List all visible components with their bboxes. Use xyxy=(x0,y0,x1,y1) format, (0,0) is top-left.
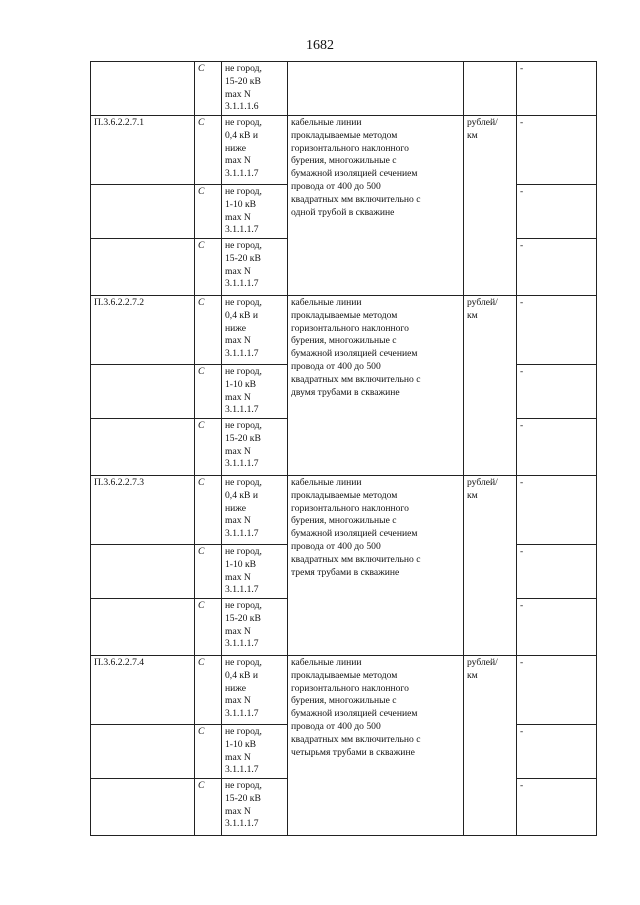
cell-line: горизонтального наклонного xyxy=(291,142,409,154)
code-cell xyxy=(91,239,195,296)
cell-line: рублей/ xyxy=(467,657,498,668)
table-row xyxy=(91,296,597,365)
category-letter-cell xyxy=(195,476,222,545)
cell-line: не город, xyxy=(225,186,262,197)
category-letter-cell xyxy=(195,656,222,725)
cell-line: бурения, многожильные с xyxy=(291,335,397,347)
unit-cell xyxy=(464,476,517,656)
cell-line: max N xyxy=(225,571,251,583)
tariff-table xyxy=(90,61,597,836)
cell-text: - xyxy=(520,657,524,668)
code-cell xyxy=(91,62,195,116)
cell-line: не город, xyxy=(225,366,262,377)
cell-line: не город, xyxy=(225,600,262,611)
cell-line: провода от 400 до 500 xyxy=(291,720,381,732)
condition-cell xyxy=(222,419,288,476)
value-cell xyxy=(517,545,597,599)
cell-line: 1-10 кВ xyxy=(225,738,257,750)
category-letter-cell xyxy=(195,185,222,239)
cell-text: С xyxy=(198,420,205,431)
cell-line: 0,4 кВ и xyxy=(225,309,258,321)
cell-line: 3.1.1.1.7 xyxy=(225,278,259,290)
cell-line: max N xyxy=(225,211,251,223)
code-cell xyxy=(91,116,195,185)
value-cell xyxy=(517,185,597,239)
cell-line: max N xyxy=(225,805,251,817)
category-letter-cell xyxy=(195,116,222,185)
cell-line: тремя трубами в скважине xyxy=(291,566,400,578)
unit-cell xyxy=(464,296,517,476)
cell-line: не город, xyxy=(225,726,262,737)
description-cell xyxy=(288,62,464,116)
cell-line: не город, xyxy=(225,63,262,74)
condition-cell xyxy=(222,116,288,185)
category-letter-cell xyxy=(195,419,222,476)
value-cell xyxy=(517,365,597,419)
cell-text: - xyxy=(520,600,524,611)
cell-text: - xyxy=(520,117,524,128)
value-cell xyxy=(517,239,597,296)
cell-text: С xyxy=(198,780,205,791)
unit-cell xyxy=(464,656,517,836)
table-row xyxy=(91,476,597,545)
cell-line: 3.1.1.1.7 xyxy=(225,404,259,416)
cell-line: прокладываемые методом xyxy=(291,309,398,321)
description-cell xyxy=(288,296,464,476)
code-cell xyxy=(91,656,195,725)
cell-line: не город, xyxy=(225,546,262,557)
category-letter-cell xyxy=(195,545,222,599)
category-letter-cell xyxy=(195,62,222,116)
cell-line: 3.1.1.1.7 xyxy=(225,764,259,776)
cell-line: max N xyxy=(225,88,251,100)
cell-line: max N xyxy=(225,155,251,167)
cell-text: С xyxy=(198,297,205,308)
cell-text: П.3.6.2.2.7.4 xyxy=(94,657,145,668)
cell-line: 0,4 кВ и xyxy=(225,669,258,681)
cell-line: горизонтального наклонного xyxy=(291,322,409,334)
cell-line: 1-10 кВ xyxy=(225,558,257,570)
cell-line: 15-20 кВ xyxy=(225,792,261,804)
cell-text: П.3.6.2.2.7.2 xyxy=(94,297,145,308)
cell-line: двумя трубами в скважине xyxy=(291,386,400,398)
cell-line: кабельные линии xyxy=(291,117,362,128)
cell-text: П.3.6.2.2.7.1 xyxy=(94,117,145,128)
category-letter-cell xyxy=(195,725,222,779)
cell-text: - xyxy=(520,63,524,74)
cell-line: одной трубой в скважине xyxy=(291,206,395,218)
category-letter-cell xyxy=(195,599,222,656)
code-cell xyxy=(91,476,195,545)
cell-text: С xyxy=(198,726,205,737)
cell-line: 0,4 кВ и xyxy=(225,489,258,501)
condition-cell xyxy=(222,656,288,725)
cell-text: - xyxy=(520,420,524,431)
cell-line: 15-20 кВ xyxy=(225,252,261,264)
cell-text: С xyxy=(198,63,205,74)
condition-cell xyxy=(222,476,288,545)
cell-text: - xyxy=(520,780,524,791)
condition-cell xyxy=(222,62,288,116)
cell-line: max N xyxy=(225,625,251,637)
cell-text: С xyxy=(198,240,205,251)
description-cell xyxy=(288,116,464,296)
cell-line: не город, xyxy=(225,477,262,488)
code-cell xyxy=(91,545,195,599)
cell-line: провода от 400 до 500 xyxy=(291,360,381,372)
cell-text: - xyxy=(520,297,524,308)
cell-line: max N xyxy=(225,335,251,347)
code-cell xyxy=(91,365,195,419)
condition-cell xyxy=(222,365,288,419)
cell-line: рублей/ xyxy=(467,297,498,308)
cell-line: четырьмя трубами в скважине xyxy=(291,746,415,758)
cell-text: - xyxy=(520,726,524,737)
cell-line: 15-20 кВ xyxy=(225,612,261,624)
value-cell xyxy=(517,296,597,365)
cell-line: кабельные линии xyxy=(291,657,362,668)
value-cell xyxy=(517,656,597,725)
code-cell xyxy=(91,296,195,365)
unit-cell xyxy=(464,116,517,296)
cell-line: бумажной изоляцией сечением xyxy=(291,168,418,180)
table-row xyxy=(91,656,597,725)
value-cell xyxy=(517,62,597,116)
cell-line: прокладываемые методом xyxy=(291,669,398,681)
cell-line: 1-10 кВ xyxy=(225,198,257,210)
cell-line: квадратных мм включительно с xyxy=(291,733,421,745)
condition-cell xyxy=(222,779,288,836)
description-cell xyxy=(288,656,464,836)
cell-line: провода от 400 до 500 xyxy=(291,540,381,552)
cell-text: С xyxy=(198,600,205,611)
table-row xyxy=(91,62,597,116)
cell-line: горизонтального наклонного xyxy=(291,502,409,514)
cell-line: бурения, многожильные с xyxy=(291,155,397,167)
cell-line: ниже xyxy=(225,322,247,334)
cell-line: км xyxy=(467,129,478,141)
cell-line: 3.1.1.1.7 xyxy=(225,818,259,830)
category-letter-cell xyxy=(195,239,222,296)
cell-line: квадратных мм включительно с xyxy=(291,193,421,205)
cell-text: - xyxy=(520,240,524,251)
cell-line: 15-20 кВ xyxy=(225,75,261,87)
cell-line: 3.1.1.1.7 xyxy=(225,708,259,720)
code-cell xyxy=(91,779,195,836)
code-cell xyxy=(91,419,195,476)
category-letter-cell xyxy=(195,779,222,836)
cell-line: рублей/ xyxy=(467,117,498,128)
cell-line: провода от 400 до 500 xyxy=(291,180,381,192)
cell-line: 0,4 кВ и xyxy=(225,129,258,141)
cell-line: не город, xyxy=(225,297,262,308)
cell-line: прокладываемые методом xyxy=(291,489,398,501)
cell-line: бумажной изоляцией сечением xyxy=(291,708,418,720)
value-cell xyxy=(517,419,597,476)
cell-text: - xyxy=(520,366,524,377)
cell-line: кабельные линии xyxy=(291,297,362,308)
cell-line: не город, xyxy=(225,780,262,791)
cell-line: ниже xyxy=(225,502,247,514)
cell-line: 3.1.1.1.7 xyxy=(225,348,259,360)
cell-line: не город, xyxy=(225,240,262,251)
cell-line: квадратных мм включительно с xyxy=(291,373,421,385)
cell-text: - xyxy=(520,477,524,488)
cell-line: км xyxy=(467,309,478,321)
cell-text: П.3.6.2.2.7.3 xyxy=(94,477,145,488)
cell-line: не город, xyxy=(225,657,262,668)
cell-line: 3.1.1.1.7 xyxy=(225,638,259,650)
category-letter-cell xyxy=(195,296,222,365)
value-cell xyxy=(517,599,597,656)
cell-line: прокладываемые методом xyxy=(291,129,398,141)
condition-cell xyxy=(222,725,288,779)
cell-line: км xyxy=(467,489,478,501)
cell-text: С xyxy=(198,546,205,557)
cell-line: 3.1.1.1.7 xyxy=(225,224,259,236)
value-cell xyxy=(517,779,597,836)
condition-cell xyxy=(222,545,288,599)
unit-cell xyxy=(464,62,517,116)
cell-line: не город, xyxy=(225,117,262,128)
cell-text: - xyxy=(520,546,524,557)
cell-line: 1-10 кВ xyxy=(225,378,257,390)
cell-line: max N xyxy=(225,751,251,763)
cell-text: С xyxy=(198,366,205,377)
category-letter-cell xyxy=(195,365,222,419)
condition-cell xyxy=(222,185,288,239)
cell-line: 3.1.1.1.7 xyxy=(225,584,259,596)
value-cell xyxy=(517,476,597,545)
condition-cell xyxy=(222,599,288,656)
cell-line: max N xyxy=(225,265,251,277)
cell-line: квадратных мм включительно с xyxy=(291,553,421,565)
cell-line: кабельные линии xyxy=(291,477,362,488)
cell-line: max N xyxy=(225,695,251,707)
code-cell xyxy=(91,185,195,239)
cell-line: бурения, многожильные с xyxy=(291,515,397,527)
tariff-table-body xyxy=(91,62,597,836)
cell-line: не город, xyxy=(225,420,262,431)
value-cell xyxy=(517,725,597,779)
cell-line: 15-20 кВ xyxy=(225,432,261,444)
cell-line: max N xyxy=(225,445,251,457)
cell-text: - xyxy=(520,186,524,197)
cell-line: max N xyxy=(225,391,251,403)
cell-line: 3.1.1.1.7 xyxy=(225,458,259,470)
page-number: 1682 xyxy=(306,38,334,53)
condition-cell xyxy=(222,296,288,365)
cell-line: max N xyxy=(225,515,251,527)
cell-text: С xyxy=(198,477,205,488)
cell-line: ниже xyxy=(225,142,247,154)
table-row xyxy=(91,116,597,185)
cell-line: бумажной изоляцией сечением xyxy=(291,348,418,360)
code-cell xyxy=(91,599,195,656)
cell-line: рублей/ xyxy=(467,477,498,488)
cell-line: горизонтального наклонного xyxy=(291,682,409,694)
cell-line: бурения, многожильные с xyxy=(291,695,397,707)
cell-line: бумажной изоляцией сечением xyxy=(291,528,418,540)
condition-cell xyxy=(222,239,288,296)
code-cell xyxy=(91,725,195,779)
cell-line: 3.1.1.1.6 xyxy=(225,101,259,113)
cell-text: С xyxy=(198,657,205,668)
cell-line: 3.1.1.1.7 xyxy=(225,168,259,180)
cell-text: С xyxy=(198,117,205,128)
value-cell xyxy=(517,116,597,185)
cell-line: 3.1.1.1.7 xyxy=(225,528,259,540)
cell-line: ниже xyxy=(225,682,247,694)
cell-text: С xyxy=(198,186,205,197)
cell-line: км xyxy=(467,669,478,681)
description-cell xyxy=(288,476,464,656)
